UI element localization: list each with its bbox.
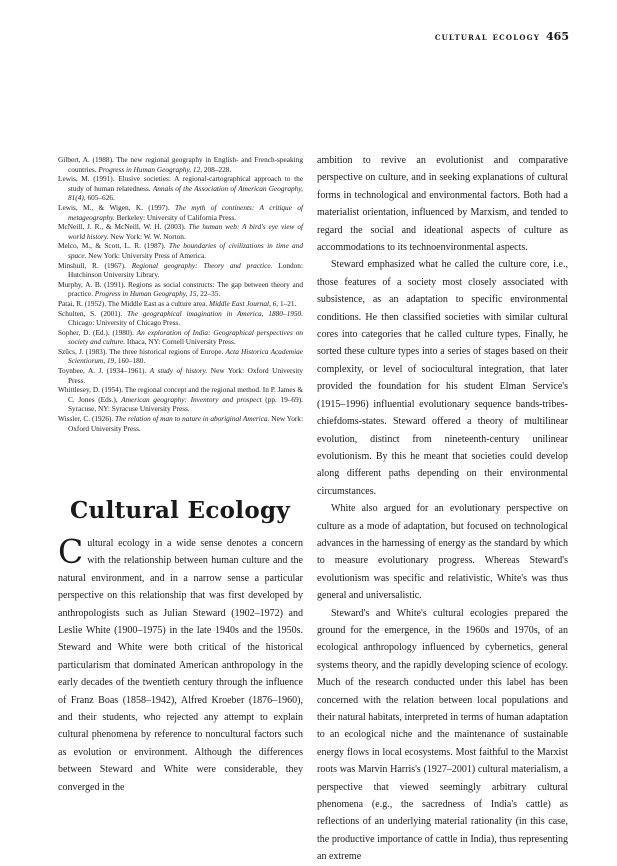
intro-paragraph: Cultural ecology in a wide sense denotes a concern with the relationship between human culture and the natural environment, and in a narrow sense a particular perspective on this relationship that was first developed by anthropologists such as Julian Steward (1902–1972) and Leslie White (1900–1975) in the late 1940s and the 1950s. Steward and White were both critical of the historical particularism that dominated American anthropology in the early decades of the twentieth century through the influence of Franz Boas (1858–1942), Alfred Kroeber (1876–1960), and their students, who rejected any attempt to explain cultural phenomena by reference to noncultural factors such as evolution or environment. Although the differences between Steward and White were considerable, they converged in the xyxy=(58,532,303,793)
reference-entry: Wissler, C. (1926). The relation of man to nature in aboriginal America. New York: Oxford University Press. xyxy=(58,414,303,433)
reference-entry: Whittlesey, D. (1954). The regional concept and the regional method. In P. James & C. Jones (Eds.), American geography: Inventory and prospect (pp. 19–69). Syracuse, NY: Syracuse University Press. xyxy=(58,385,303,414)
reference-entry: Melco, M., & Scott, L. R. (1987). The boundaries of civilizations in time and space. New York: University Press of America. xyxy=(58,241,303,260)
reference-entry: Patai, R. (1952). The Middle East as a culture area. Middle East Journal, 6, 1–21. xyxy=(58,298,297,308)
references-list xyxy=(58,155,303,433)
body-paragraph: Steward's and White's cultural ecologies prepared the ground for the emergence, in the 1960s and 1970s, of an ecological anthropology influenced by cybernetics, general systems theory, and the rapidly developing science of ecology. Much of the research conducted under this label has been concerned with the relation between local populations and their natural habitats, interpreted in terms of human adaptation to an ecological niche and the maintenance of sustainable energy flows in local ecosystems. Most faithful to the Marxist roots was Marvin Harris's (1927–2001) cultural materialism, a perspective that viewed seemingly arbitrary cultural phenomena (e.g., the sacredness of India's cattle) as reflections of an underlying material rationality (in this case, the productive importance of cattle in India), thus representing an extreme xyxy=(317,607,568,863)
right-column-body xyxy=(317,152,568,866)
body-paragraph: ambition to revive an evolutionist and comparative perspective on culture, and in seeking explanations of cultural forms in technological and environmental factors. Both had a materialist orientation, influenced by Marxism, and tended to regard the social and ideational aspects of culture as accommodations to its technoenvironmental aspects. xyxy=(317,155,568,254)
reference-entry: Szűcs, J. (1983). The three historical regions of Europe. Acta Historica Academiae Scientiorum, 19, 160–180. xyxy=(58,346,303,366)
body-paragraph: White also argued for an evolutionary perspective on culture as a mode of adaptation, but focused on technological advances in the harnessing of energy as the standard by which to measure evolutionary progress. Whereas Steward's evolutionism was specific and relativistic, White's was thus general and universalistic. xyxy=(317,503,568,602)
page-number: 465 xyxy=(546,30,569,43)
running-head xyxy=(435,30,569,43)
body-paragraph: Steward emphasized what he called the culture core, i.e., those features of a society most closely associated with subsistence, as an adaptation to specific environmental conditions. He then classified societies with similar cultural cores into categories that he called culture types. Finally, he sorted these culture types into a series of stages based on their complexity, or level of sociocultural integration, that later provided the foundation for his student Elman Service's (1915–1996) influential evolutionary sequence bands-tribes-chiefdoms-states. Steward offered a theory of multilinear evolution, distinct from nineteenth-century unilinear evolutionism. By this he meant that societies could develop along different paths depending on their environmental circumstances. xyxy=(317,259,568,497)
left-column-body xyxy=(58,532,303,796)
running-head-title: cultural ecology xyxy=(434,32,541,43)
reference-entry: Schulten, S. (2001). The geographical imagination in America, 1880–1950. Chicago: University of Chicago Press. xyxy=(58,308,303,328)
reference-entry: Murphy, A. B. (1991). Regions as social constructs: The gap between theory and practice. Progress in Human Geography, 15, 22–35. xyxy=(58,279,303,299)
reference-entry: McNeill, J. R., & McNeill, W. H. (2003). The human web: A bird's eye view of world history. New York: W. W. Norton. xyxy=(58,222,303,241)
reference-entry: Gilbert, A. (1988). The new regional geography in English- and French-speaking countries. Progress in Human Geography, 12, 208–228. xyxy=(58,155,303,174)
reference-entry: Sopher, D. (Ed.). (1980). An exploration of India: Geographical perspectives on society and culture. Ithaca, NY: Cornell University Press. xyxy=(58,327,303,347)
chapter-title: Cultural Ecology xyxy=(69,497,291,524)
reference-entry: Minshull, R. (1967). Regional geography: Theory and practice. London: Hutchinson University Library. xyxy=(58,260,303,280)
reference-entry: Toynbee, A. J. (1934–1961). A study of history. New York: Oxford University Press. xyxy=(58,366,303,385)
reference-entry: Lewis, M., & Wigen, K. (1997). The myth of continents: A critique of metageography. Berkeley: University of California Press. xyxy=(58,202,303,222)
drop-cap: C xyxy=(58,532,84,571)
reference-entry: Lewis, M. (1991). Elusive societies: A regional-cartographical approach to the study of human relatedness. Annals of the Association of American Geography, 81(4), 605–626. xyxy=(58,174,303,203)
